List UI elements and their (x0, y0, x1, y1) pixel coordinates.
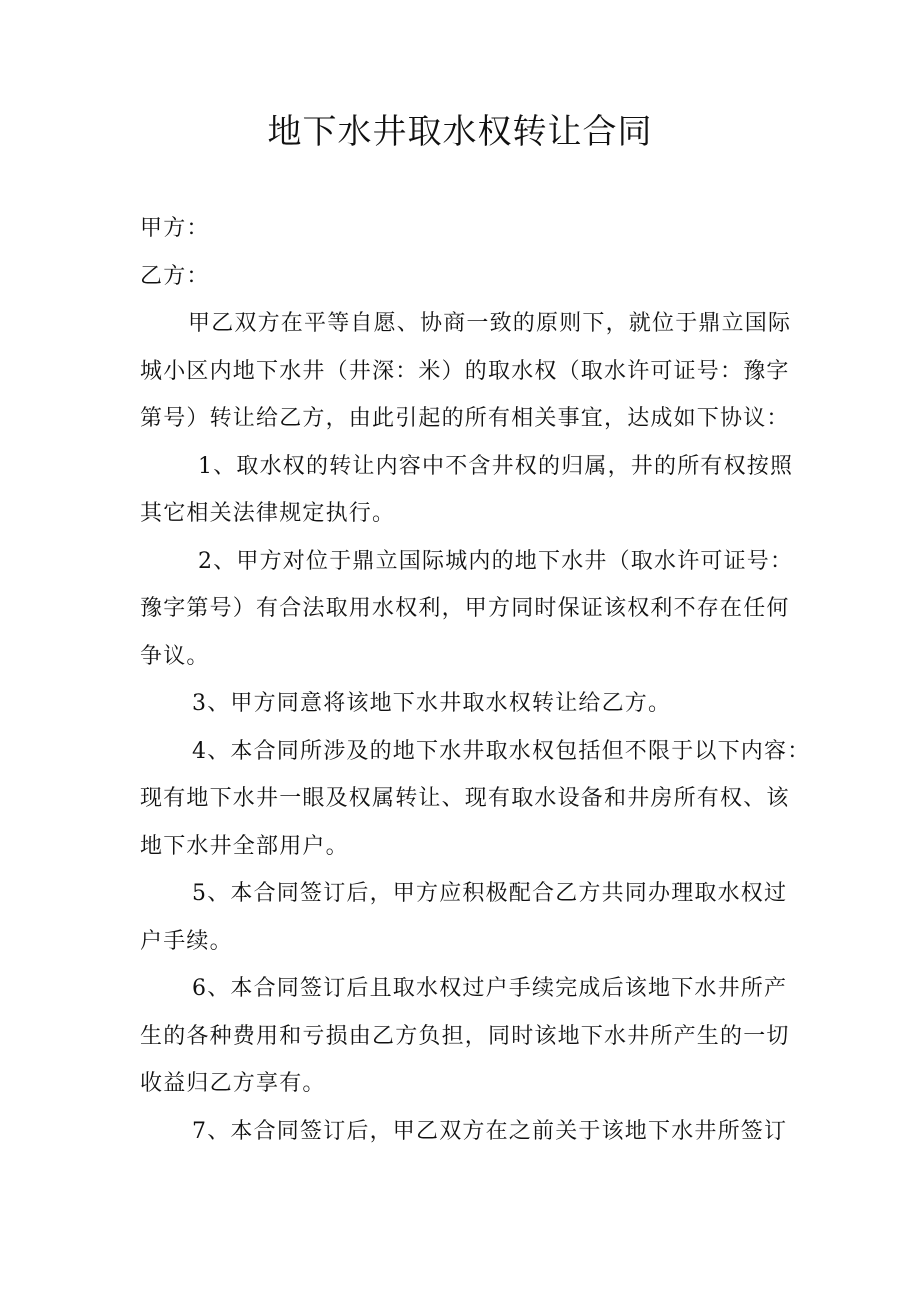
clause-6-line: 生的各种费用和亏损由乙方负担，同时该地下水井所产生的一切 (140, 1023, 790, 1049)
clause-6-line: 6、本合同签订后且取水权过户手续完成后该地下水井所产 (192, 976, 788, 1001)
party-a-line: 甲方： (140, 216, 210, 241)
clause-1-line: 其它相关法律规定执行。 (140, 501, 396, 526)
clause-4-line: 地下水井全部用户。 (140, 833, 349, 859)
clause-2-line: 2、甲方对位于鼎立国际城内的地下水井（取水许可证号： (198, 548, 794, 574)
intro-line: 甲乙双方在平等自愿、协商一致的原则下，就位于鼎立国际 (188, 311, 792, 336)
clause-5-line: 5、本合同签订后，甲方应积极配合乙方共同办理取水权过 (192, 881, 788, 906)
clause-4-line: 4、本合同所涉及的地下水井取水权包括但不限于以下内容： (192, 738, 811, 764)
intro-line: 第号）转让给乙方，由此引起的所有相关事宜，达成如下协议： (140, 406, 790, 431)
clause-2-line: 争议。 (140, 643, 210, 669)
clause-5-line: 户手续。 (140, 928, 233, 954)
clause-3-line: 3、甲方同意将该地下水井取水权转让给乙方。 (192, 691, 672, 716)
clause-4-line: 现有地下水井一眼及权属转让、现有取水设备和井房所有权、该 (140, 786, 790, 811)
intro-line: 城小区内地下水井（井深：米）的取水权（取水许可证号：豫字 (140, 358, 790, 384)
document-body (140, 205, 811, 1155)
clause-2-line: 豫字第号）有合法取用水权利，甲方同时保证该权利不存在任何 (140, 596, 790, 621)
document-title: 地下水井取水权转让合同 (267, 112, 653, 152)
clause-6-line: 收益归乙方享有。 (140, 1071, 326, 1096)
party-b-line: 乙方： (140, 263, 210, 289)
clause-1-line: 1、取水权的转让内容中不含井权的归属，井的所有权按照 (198, 453, 794, 479)
clause-7-line: 7、本合同签订后，甲乙双方在之前关于该地下水井所签订 (192, 1118, 788, 1144)
